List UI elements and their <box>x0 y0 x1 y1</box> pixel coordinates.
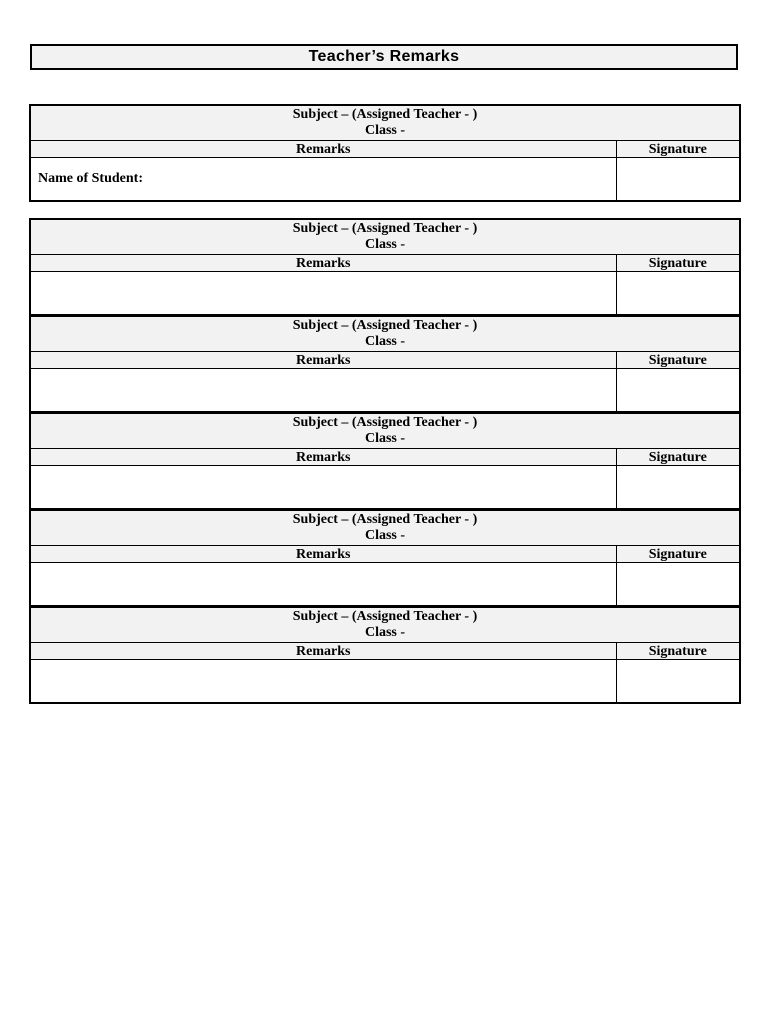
remarks-cell[interactable] <box>30 369 616 413</box>
signature-cell[interactable] <box>616 660 740 704</box>
class-line: Class - <box>364 625 406 640</box>
remarks-column-header: Remarks <box>30 141 616 158</box>
subject-header <box>30 219 740 255</box>
remarks-column-header: Remarks <box>30 449 616 466</box>
remarks-cell[interactable] <box>30 466 616 510</box>
remarks-column-header: Remarks <box>30 352 616 369</box>
student-name-label: Name of Student: <box>38 171 143 186</box>
page-title: Teacher’s Remarks <box>30 44 738 70</box>
signature-cell[interactable] <box>616 272 740 316</box>
signature-column-header: Signature <box>616 255 740 272</box>
subject-remarks-table <box>29 218 741 704</box>
remarks-column-header: Remarks <box>30 643 616 660</box>
subject-line: Subject – (Assigned Teacher - ) <box>292 318 478 333</box>
subject-line: Subject – (Assigned Teacher - ) <box>292 512 478 527</box>
signature-cell[interactable] <box>616 466 740 510</box>
class-line: Class - <box>364 334 406 349</box>
subject-header <box>30 105 740 141</box>
subject-line: Subject – (Assigned Teacher - ) <box>292 107 478 122</box>
subject-header <box>30 316 740 352</box>
first-remarks-table <box>29 104 741 202</box>
subject-header <box>30 413 740 449</box>
remarks-cell[interactable] <box>30 660 616 704</box>
subject-line: Subject – (Assigned Teacher - ) <box>292 221 478 236</box>
class-line: Class - <box>364 528 406 543</box>
signature-column-header: Signature <box>616 352 740 369</box>
remarks-column-header: Remarks <box>30 546 616 563</box>
class-line: Class - <box>364 123 406 138</box>
signature-cell[interactable] <box>616 158 740 202</box>
student-name-cell[interactable] <box>30 158 616 202</box>
signature-column-header: Signature <box>616 141 740 158</box>
remarks-cell[interactable] <box>30 563 616 607</box>
signature-column-header: Signature <box>616 449 740 466</box>
subject-header <box>30 510 740 546</box>
signature-cell[interactable] <box>616 369 740 413</box>
subject-line: Subject – (Assigned Teacher - ) <box>292 415 478 430</box>
remarks-cell[interactable] <box>30 272 616 316</box>
class-line: Class - <box>364 431 406 446</box>
signature-column-header: Signature <box>616 643 740 660</box>
remarks-column-header: Remarks <box>30 255 616 272</box>
subject-line: Subject – (Assigned Teacher - ) <box>292 609 478 624</box>
signature-column-header: Signature <box>616 546 740 563</box>
class-line: Class - <box>364 237 406 252</box>
signature-cell[interactable] <box>616 563 740 607</box>
subject-header <box>30 607 740 643</box>
